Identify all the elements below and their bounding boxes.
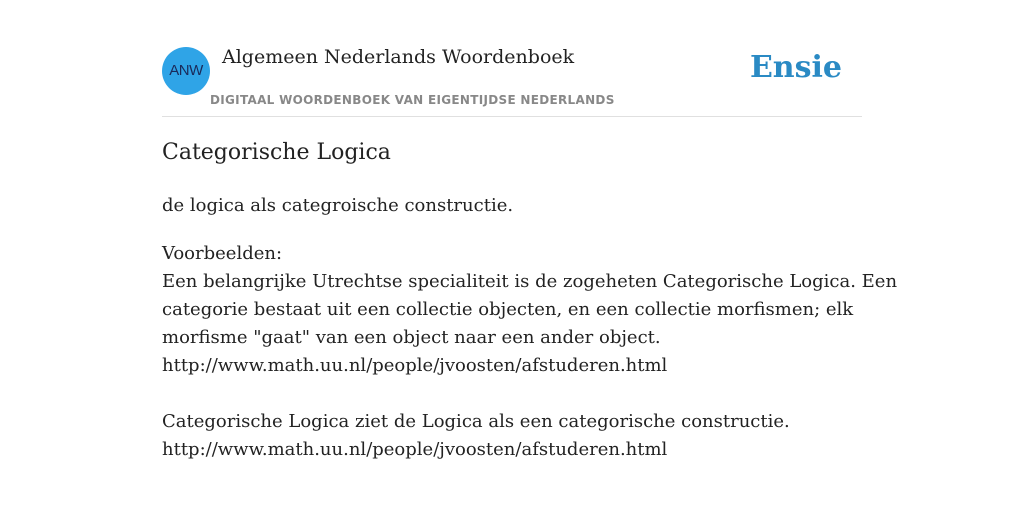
dictionary-title[interactable]: Algemeen Nederlands Woordenboek xyxy=(222,46,575,68)
entry-definition: de logica als categroische constructie. xyxy=(162,195,514,216)
example-source-link[interactable]: http://www.math.uu.nl/people/jvoosten/afstuderen.html xyxy=(162,439,668,460)
example-line: morfisme "gaat" van een object naar een ander object. xyxy=(162,327,661,348)
example-gap xyxy=(162,380,862,408)
example-line: categorie bestaat uit een collectie objecten, en een collectie morfismen; elk xyxy=(162,299,854,320)
examples-label: Voorbeelden: xyxy=(162,243,283,264)
example-source-link[interactable]: http://www.math.uu.nl/people/jvoosten/afstuderen.html xyxy=(162,355,668,376)
example-line: Categorische Logica ziet de Logica als een categorische constructie. xyxy=(162,411,790,432)
examples-section xyxy=(162,240,898,464)
ensie-logo[interactable]: Ensie xyxy=(749,50,842,85)
header xyxy=(162,0,862,117)
dictionary-subtitle: DIGITAAL WOORDENBOEK VAN EIGENTIJDSE NEDERLANDS xyxy=(210,93,615,107)
entry-title: Categorische Logica xyxy=(162,140,391,165)
page xyxy=(162,0,898,512)
anw-logo[interactable]: ANW xyxy=(162,47,210,95)
example-line: Een belangrijke Utrechtse specialiteit is de zogeheten Categorische Logica. Een xyxy=(162,271,898,292)
